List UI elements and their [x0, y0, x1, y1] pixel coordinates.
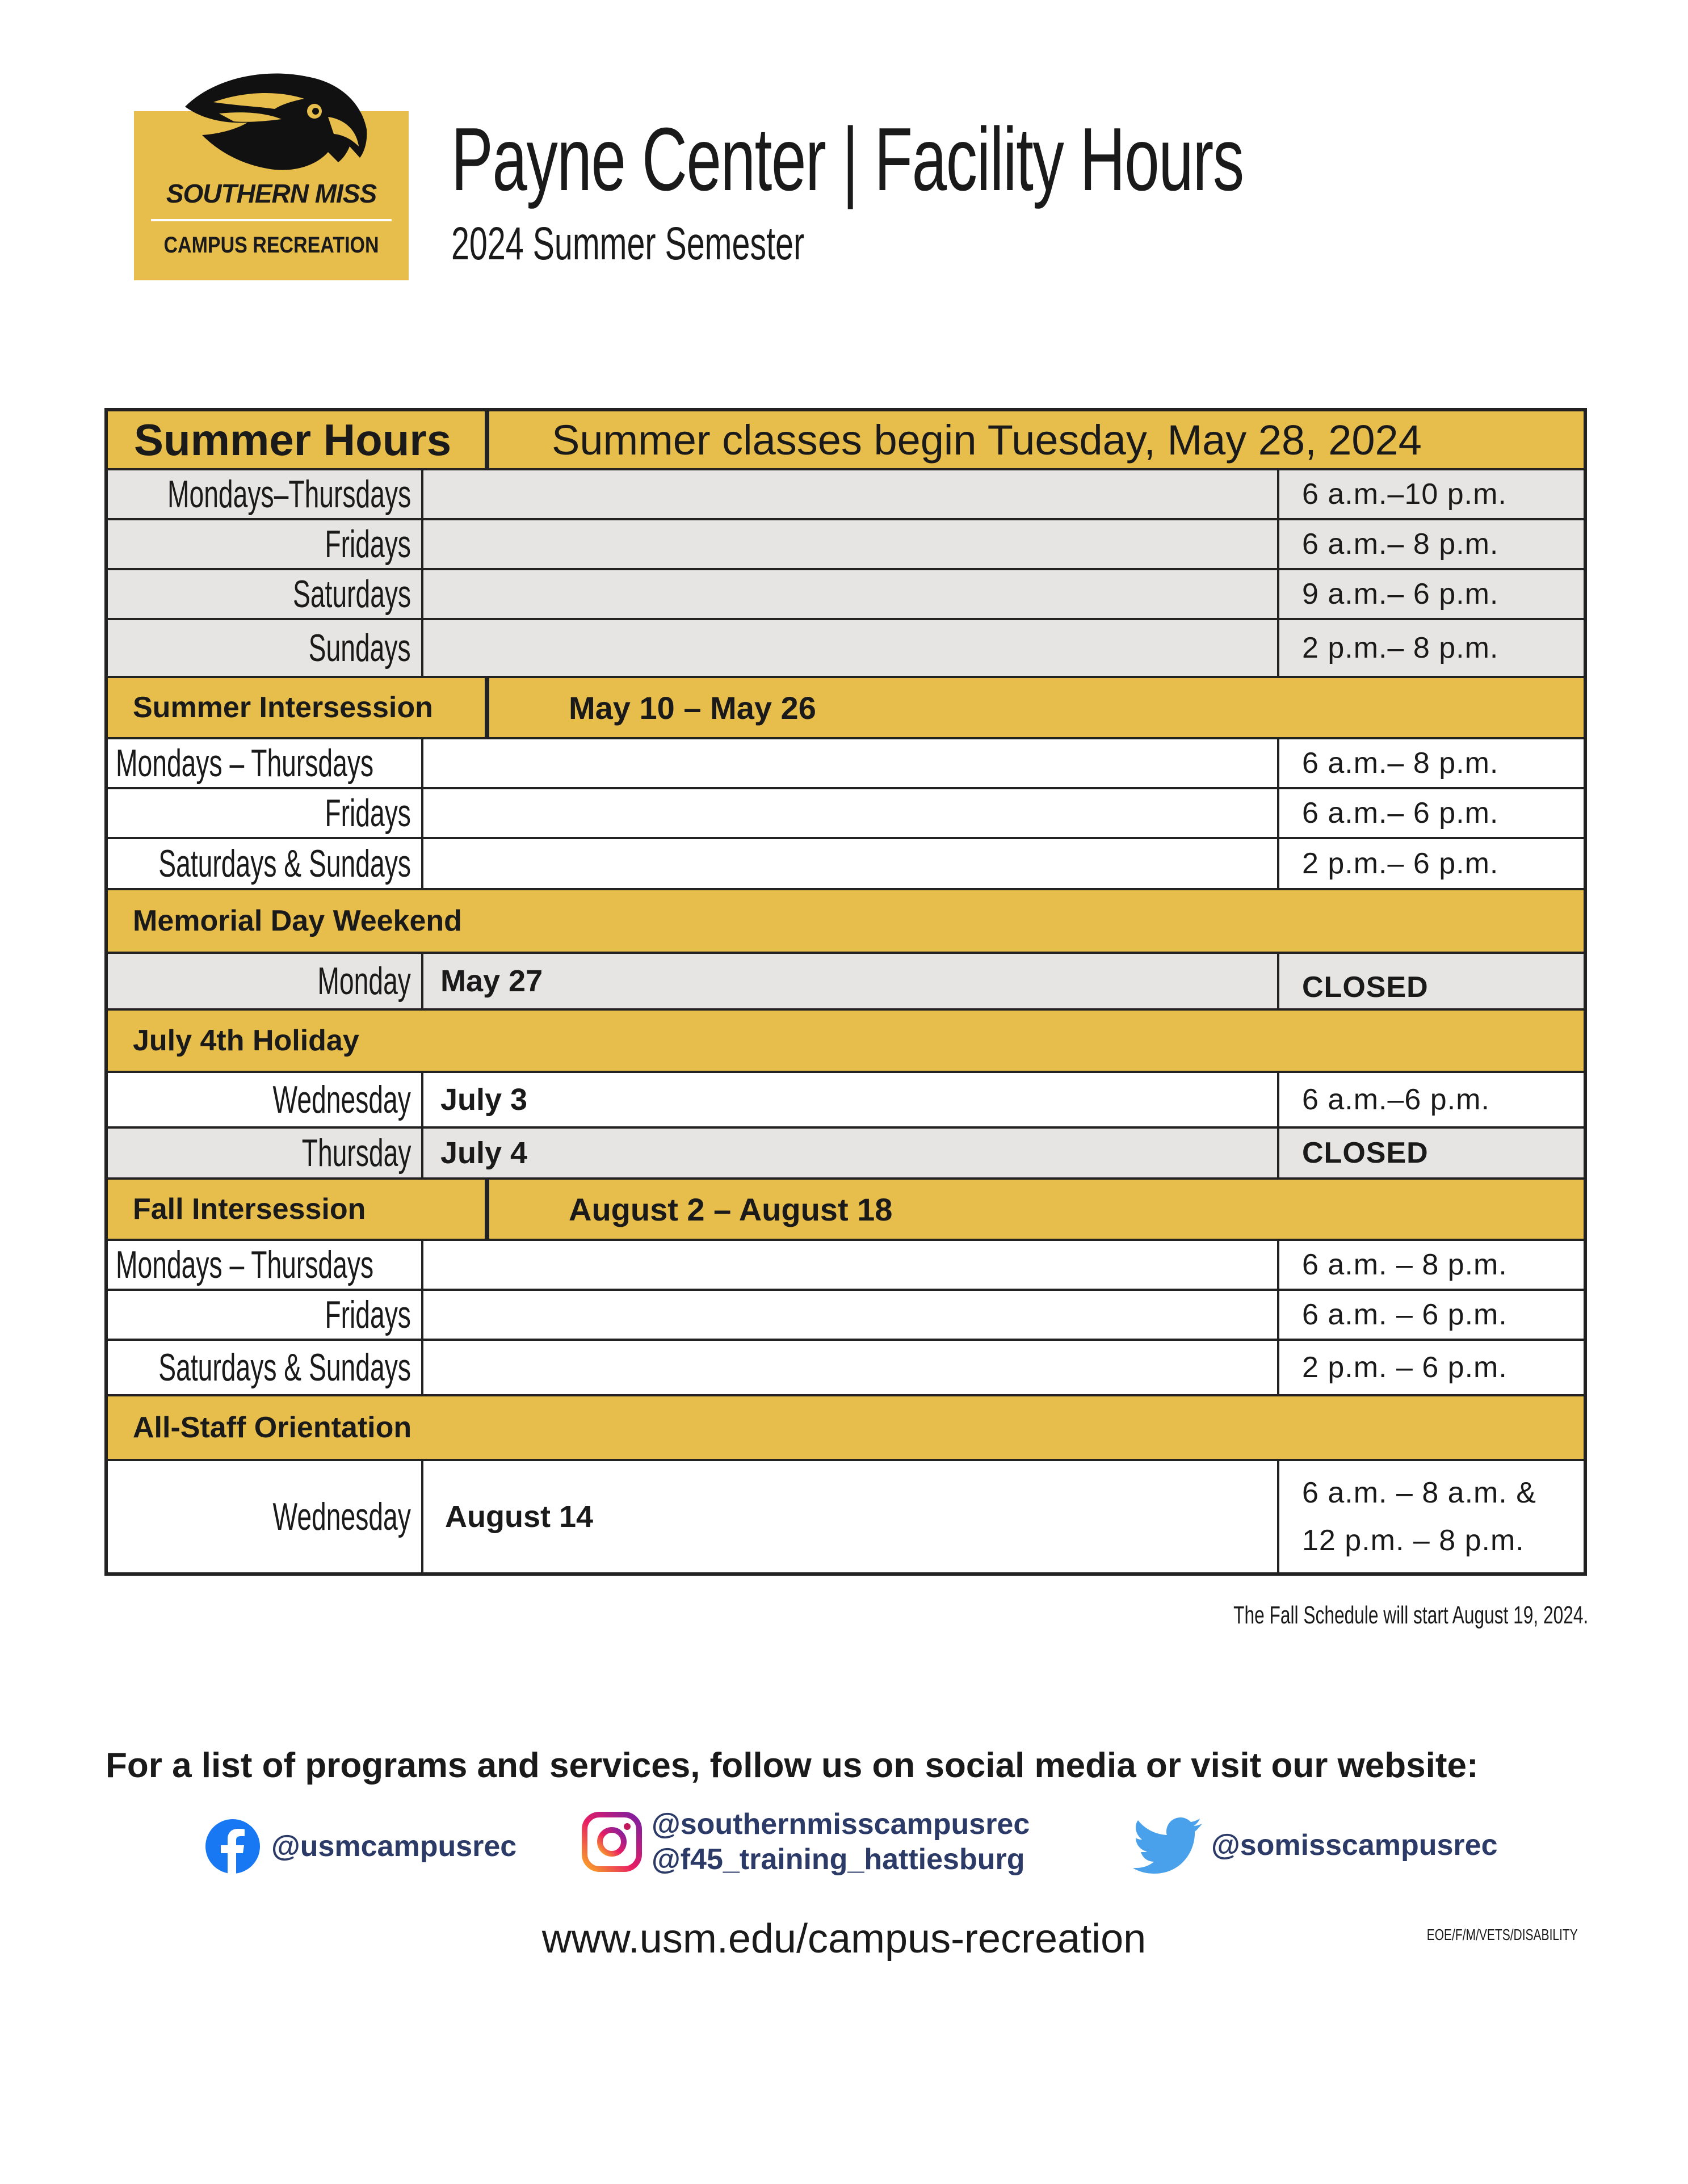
section-dates: May 10 – May 26	[569, 689, 816, 726]
logo-divider	[151, 219, 392, 221]
day-label: Fridays	[325, 792, 411, 835]
instagram-icon	[581, 1811, 643, 1872]
logo-department: CAMPUS RECREATION	[163, 233, 379, 258]
table-row	[108, 1129, 1584, 1180]
section-dates: August 2 – August 18	[569, 1191, 893, 1227]
table-row	[108, 570, 1584, 620]
logo-name: SOUTHERN MISS	[166, 179, 377, 208]
instagram-handle: @f45_training_hattiesburg	[652, 1843, 1025, 1876]
day-label: Thursday	[301, 1131, 411, 1175]
golden-eagle-icon	[179, 67, 372, 175]
closed-status: CLOSED	[1302, 1137, 1429, 1169]
closed-status: CLOSED	[1302, 971, 1429, 1004]
hours-value: 6 a.m.– 6 p.m.	[1302, 797, 1499, 830]
fall-schedule-note: The Fall Schedule will start August 19, 2024.	[1233, 1601, 1588, 1629]
table-row	[108, 1291, 1584, 1341]
day-label: Saturdays & Sundays	[158, 842, 411, 885]
page-subtitle: 2024 Summer Semester	[451, 218, 805, 270]
section-label: All-Staff Orientation	[133, 1411, 412, 1444]
facebook-icon	[204, 1818, 261, 1875]
july4-header	[108, 1011, 1584, 1073]
section-label: Summer Intersession	[108, 678, 489, 737]
table-row	[108, 620, 1584, 678]
date-value: July 3	[440, 1083, 528, 1117]
hours-value: 6 a.m.– 8 p.m.	[1302, 747, 1499, 780]
facebook-link[interactable]	[204, 1818, 517, 1875]
day-label: Wednesday	[272, 1078, 411, 1121]
instagram-link[interactable]	[581, 1807, 1030, 1877]
summer-hours-header	[108, 411, 1584, 470]
instagram-handle: @southernmisscampusrec	[652, 1808, 1030, 1841]
date-value: May 27	[440, 964, 543, 998]
twitter-bird-icon	[1129, 1817, 1203, 1874]
follow-us-text: For a list of programs and services, follow us on social media or visit our website:	[106, 1746, 1479, 1785]
day-label: Mondays – Thursdays	[116, 1243, 374, 1286]
day-label: Fridays	[325, 523, 411, 566]
date-value: July 4	[440, 1136, 528, 1170]
hours-value: 6 a.m.– 8 p.m.	[1302, 528, 1499, 561]
table-row	[108, 839, 1584, 890]
day-label: Wednesday	[272, 1495, 411, 1538]
hours-value: 6 a.m.–6 p.m.	[1302, 1083, 1490, 1116]
section-label: Memorial Day Weekend	[133, 904, 462, 937]
hours-value: 2 p.m.– 6 p.m.	[1302, 847, 1499, 880]
section-label: Summer Hours	[108, 411, 489, 468]
facebook-handle: @usmcampusrec	[271, 1830, 517, 1863]
table-row	[108, 789, 1584, 839]
twitter-link[interactable]	[1129, 1817, 1498, 1874]
page-title: Payne Center | Facility Hours	[451, 110, 1244, 209]
day-label: Mondays–Thursdays	[167, 473, 411, 516]
table-row	[108, 1241, 1584, 1291]
section-label: Fall Intersession	[108, 1180, 489, 1239]
day-label: Saturdays	[292, 573, 411, 616]
table-row	[108, 1341, 1584, 1396]
date-value: August 14	[445, 1500, 594, 1534]
eoe-statement: EOE/F/M/VETS/DISABILITY	[1426, 1926, 1578, 1943]
hours-value: 2 p.m.– 8 p.m.	[1302, 632, 1499, 664]
twitter-handle: @somisscampusrec	[1211, 1829, 1498, 1862]
table-row	[108, 520, 1584, 570]
day-label: Mondays – Thursdays	[116, 742, 374, 785]
memorial-day-header	[108, 890, 1584, 954]
hours-value: 2 p.m. – 6 p.m.	[1302, 1351, 1508, 1384]
hours-value: 9 a.m.– 6 p.m.	[1302, 578, 1499, 611]
facility-hours-table	[104, 408, 1587, 1576]
table-row	[108, 954, 1584, 1011]
hours-value: 6 a.m. – 8 a.m. &	[1302, 1476, 1536, 1509]
table-row	[108, 1073, 1584, 1129]
summer-intersession-header	[108, 678, 1584, 739]
hours-value: 6 a.m. – 6 p.m.	[1302, 1298, 1508, 1331]
hours-value: 6 a.m. – 8 p.m.	[1302, 1248, 1508, 1281]
table-row	[108, 1461, 1584, 1572]
website-link[interactable]: www.usm.edu/campus-recreation	[541, 1916, 1147, 1962]
hours-value: 12 p.m. – 8 p.m.	[1302, 1524, 1525, 1557]
day-label: Monday	[317, 960, 411, 1003]
section-note: Summer classes begin Tuesday, May 28, 2024	[552, 416, 1422, 464]
section-label: July 4th Holiday	[133, 1024, 359, 1057]
table-row	[108, 739, 1584, 789]
orientation-header	[108, 1396, 1584, 1461]
day-label: Saturdays & Sundays	[158, 1346, 411, 1389]
table-row	[108, 470, 1584, 520]
day-label: Fridays	[325, 1293, 411, 1336]
hours-value: 6 a.m.–10 p.m.	[1302, 478, 1507, 511]
day-label: Sundays	[309, 626, 411, 670]
fall-intersession-header	[108, 1180, 1584, 1241]
